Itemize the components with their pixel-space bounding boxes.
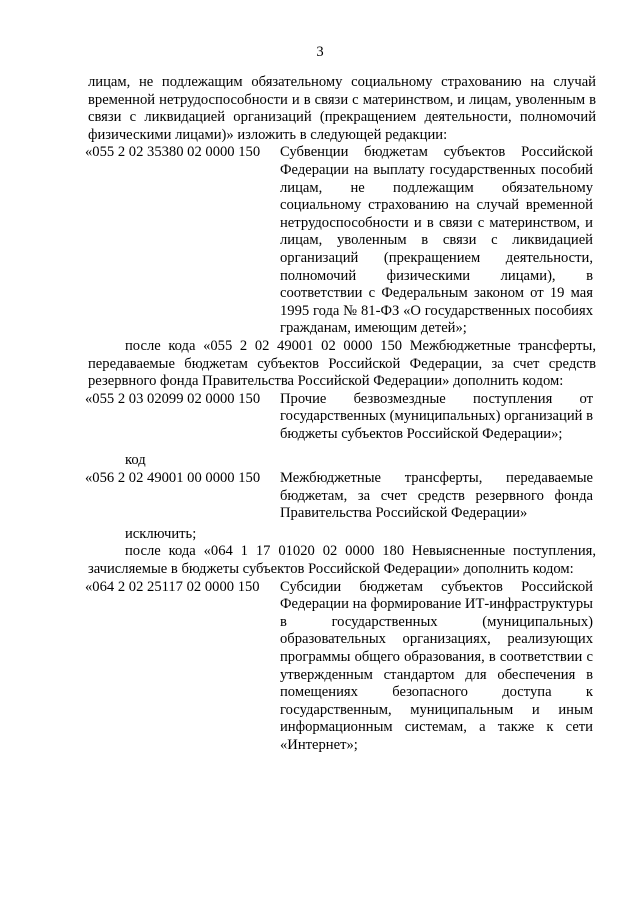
paragraph-after-code-055-49001: после кода «055 2 02 49001 02 0000 150 Межбюджетные трансферты, передаваемые бюджетам субъектов Российской Федерации, за счет средств резервного фонда Правительства Российской Федерации» дополнить кодом:: [88, 337, 596, 390]
code-description: Субвенции бюджетам субъектов Российской Федерации на выплату государственных пособий лицам, не подлежащим обязательному социальному страхованию на случай временной нетрудоспособности и в связи с материнством, и лицам, уволенным в связи с ликвидацией организаций (прекращением деятельности, полномочий физическими лицами), в соответствии с Федеральным законом от 19 мая 1995 года № 81-ФЗ «О государственных пособиях гражданам, имеющим детей»;: [280, 144, 593, 337]
paragraph-intro: лицам, не подлежащим обязательному социальному страхованию на случай временной нетрудоспособности и в связи с материнством, и лицам, уволенным в связи с ликвидацией организаций (прекращением деятельности, полномочий физическими лицами)» изложить в следующей редакции:: [88, 74, 596, 143]
code-description: Субсидии бюджетам субъектов Российской Федерации на формирование ИТ-инфраструктуры в государственных (муниципальных) образовательных организациях, реализующих программы общего образования, в соответствии с утвержденным стандартом для обеспечения в помещениях безопасного доступа к государственным, муниципальным и иным информационным системам, а также к сети «Интернет»;: [280, 578, 593, 753]
code-entry-064-25117: [85, 578, 596, 755]
budget-code: «064 2 02 25117 02 0000 150: [85, 578, 260, 595]
paragraph-code-label: код: [125, 452, 146, 469]
page-number: 3: [316, 44, 324, 60]
code-entry-056-49001: [85, 470, 596, 523]
code-description: Прочие безвозмездные поступления от государственных (муниципальных) организаций в бюджеты субъектов Российской Федерации»;: [280, 390, 593, 442]
code-description: Межбюджетные трансферты, передаваемые бюджетам, за счет средств резервного фонда Правительства Российской Федерации»: [280, 470, 593, 522]
document-body: [85, 74, 596, 755]
code-entry-055-35380: [85, 144, 596, 338]
paragraph-after-code-064-01020: после кода «064 1 17 01020 02 0000 180 Невыясненные поступления, зачисляемые в бюджеты субъектов Российской Федерации» дополнить кодом:: [88, 543, 596, 578]
budget-code: «055 2 03 02099 02 0000 150: [85, 390, 261, 407]
code-entry-055-02099: [85, 390, 596, 444]
paragraph-exclude: исключить;: [125, 525, 197, 542]
budget-code: «056 2 02 49001 00 0000 150: [85, 470, 261, 487]
budget-code: «055 2 02 35380 02 0000 150: [85, 144, 261, 161]
